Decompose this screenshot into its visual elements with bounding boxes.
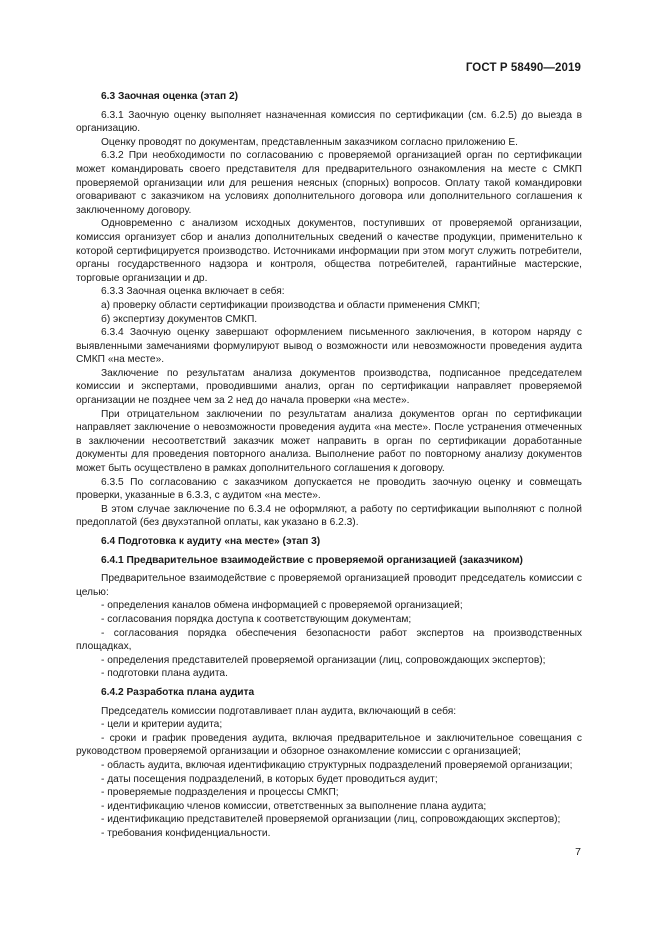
list-item: - определения представителей проверяемой организации (лиц, сопровождающих экспертов);: [101, 654, 546, 666]
list-item: - даты посещения подразделений, в которых будет проводиться аудит;: [101, 773, 438, 785]
paragraph-6-3-2: 6.3.2 При необходимости по согласованию с проверяемой организацией орган по сертификации может командировать своего представителя для предварительного ознакомления на месте с СМКП проверяемой организации или для решения неясных (спорных) вопросов. Оплату такой командировки оговаривают с заказчиком на условиях дополнительного договора или дополнительного соглашения к заключенному договору.: [76, 150, 582, 216]
paragraph: Заключение по результатам анализа документов производства, подписанное председателем комиссии и экспертами, проводившими анализ, орган по сертификации направляет проверяемой организации не позднее чем за 2 нед до начала проверки «на месте».: [76, 367, 582, 407]
paragraph: Оценку проводят по документам, представленным заказчиком согласно приложению Е.: [101, 136, 518, 148]
list-item: - идентификацию представителей проверяемой организации (лиц, сопровождающих экспертов);: [101, 814, 561, 826]
paragraph-6-3-4: 6.3.4 Заочную оценку завершают оформлением письменного заключения, в котором наряду с выявленными замечаниями формулируют вывод о возможности или невозможности проведения аудита СМКП «на месте».: [76, 327, 582, 366]
list-item: - согласования порядка обеспечения безопасности работ экспертов на производственных площадках,: [76, 627, 582, 653]
paragraph-6-3-3: 6.3.3 Заочная оценка включает в себя:: [101, 286, 285, 298]
paragraph: Одновременно с анализом исходных документов, поступивших от проверяемой организации, комиссия организует сбор и анализ дополнительных сведений о качестве продукции, применительно к которой сертифицируется производство. Источниками информации при этом могут служить потребители, органы государственного надзора и контроля, общества потребителей, гарантийные мастерские, торговые организации и др.: [76, 218, 582, 284]
list-item: - проверяемые подразделения и процессы СМКП;: [101, 787, 339, 799]
list-item: - согласования порядка доступа к соответствующим документам;: [101, 613, 412, 625]
paragraph: При отрицательном заключении по результатам анализа документов орган по сертификации направляет заключение о невозможности проведения аудита «на месте». После устранения отмеченных в заключении несоответствий заказчик может направить в орган по сертификации доработанные документы для проведения повторного анализа. Выполнение работ по повторному анализу документов может быть осуществлено в рамках дополнительного соглашения к договору.: [76, 408, 582, 475]
list-item: - подготовки плана аудита.: [101, 668, 228, 680]
document-body: [76, 90, 582, 840]
paragraph-6-3-5: 6.3.5 По согласованию с заказчиком допускается не проводить заочную оценку и совмещать проверки, указанные в 6.3.3, с аудитом «на месте».: [76, 476, 582, 502]
list-item: - требования конфиденциальности.: [101, 827, 271, 839]
section-6-4-1-title: 6.4.1 Предварительное взаимодействие с проверяемой организацией (заказчиком): [101, 554, 523, 566]
list-item: а) проверку области сертификации производства и области применения СМКП;: [101, 299, 481, 311]
paragraph: В этом случае заключение по 6.3.4 не оформляют, а работу по сертификации выполняют с полной предоплатой (без двухэтапной оплаты, как указано в 6.2.3).: [76, 503, 582, 529]
list-item: - сроки и график проведения аудита, включая предварительное и заключительное совещания с руководством проверяемой организации и обзорное ознакомление комиссии с организацией;: [76, 732, 582, 758]
list-item: - область аудита, включая идентификацию структурных подразделений проверяемой организации;: [101, 759, 573, 771]
list-item: - определения каналов обмена информацией с проверяемой организацией;: [101, 600, 463, 612]
paragraph-6-3-1: 6.3.1 Заочную оценку выполняет назначенная комиссия по сертификации (см. 6.2.5) до выезда в организацию.: [76, 109, 582, 135]
section-6-4-2-title: 6.4.2 Разработка плана аудита: [101, 686, 255, 698]
standard-header: ГОСТ Р 58490—2019: [465, 62, 581, 74]
page-number: 7: [575, 846, 581, 858]
list-item: - идентификацию членов комиссии, ответственных за выполнение плана аудита;: [101, 800, 487, 812]
paragraph: Председатель комиссии подготавливает план аудита, включающий в себя:: [101, 705, 457, 717]
list-item: б) экспертизу документов СМКП.: [101, 313, 258, 325]
section-6-3-title: 6.3 Заочная оценка (этап 2): [101, 91, 238, 102]
section-6-4-title: 6.4 Подготовка к аудиту «на месте» (этап 3): [101, 536, 321, 547]
paragraph: Предварительное взаимодействие с проверяемой организацией проводит председатель комиссии с целью:: [76, 573, 582, 598]
list-item: - цели и критерии аудита;: [101, 719, 223, 731]
